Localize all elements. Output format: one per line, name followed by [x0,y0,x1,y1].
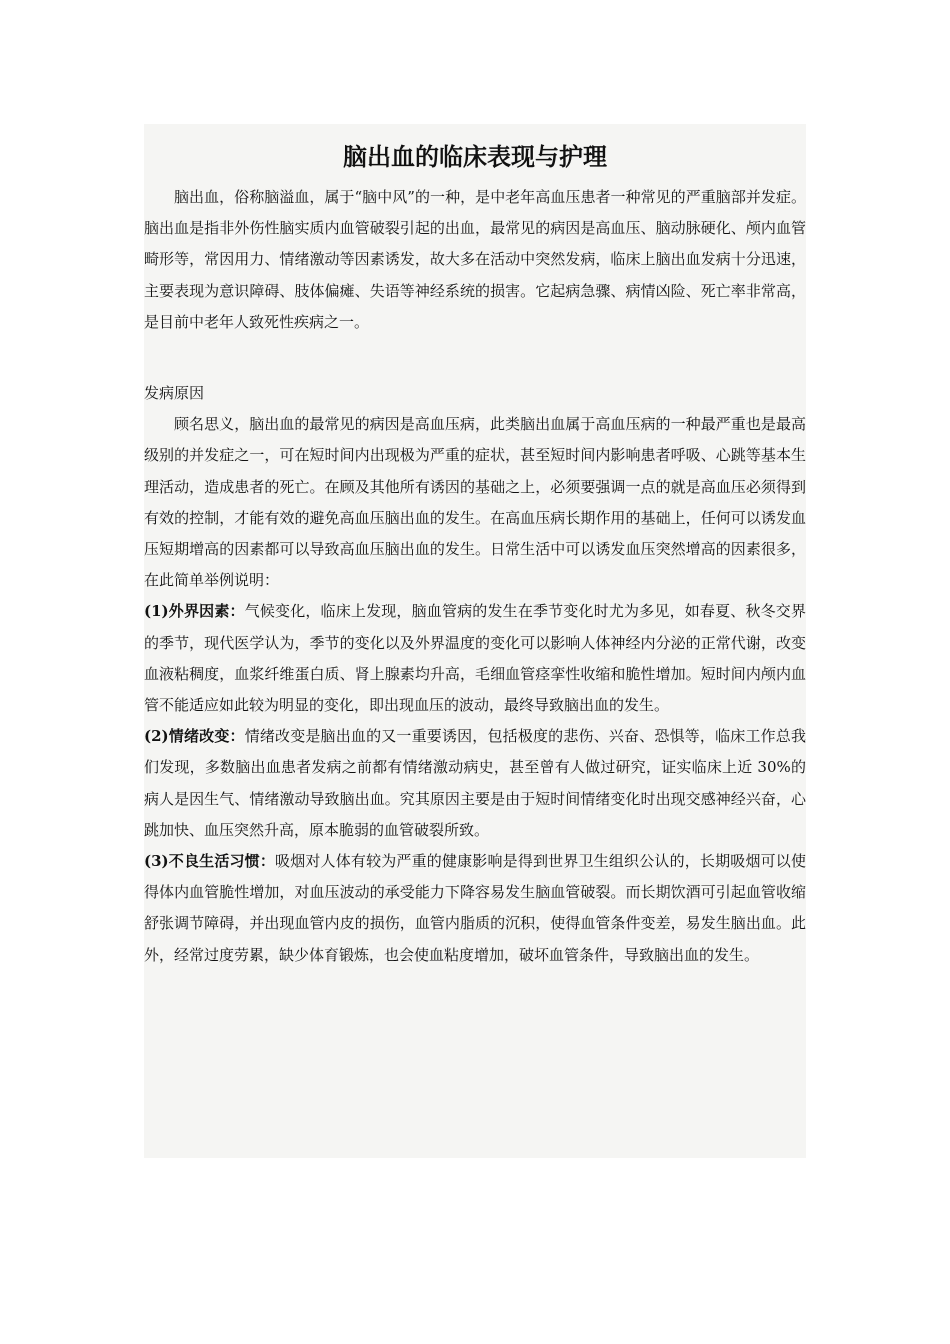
factor-text: 情绪改变是脑出血的又一重要诱因，包括极度的悲伤、兴奋、恐惧等，临床工作总我们发现，多数脑出血患者发病之前都有情绪激动病史，甚至曾有人做过研究，证实临床上近 30%的病人是因生气、情绪激动导致脑出血。究其原因主要是由于短时间情绪变化时出现交感神经兴奋，心跳加快、血压突然升高，原本脆弱的血管破裂所致。 [144,727,806,839]
factor-external [144,596,806,721]
document-content [144,124,806,971]
factor-text: 吸烟对人体有较为严重的健康影响是得到世界卫生组织公认的，长期吸烟可以使得体内血管脆性增加，对血压波动的承受能力下降容易发生脑血管破裂。而长期饮酒可引起血管收缩舒张调节障碍，并出现血管内皮的损伤，血管内脂质的沉积，使得血管条件变差，易发生脑出血。此外，经常过度劳累，缺少体育锻炼，也会使血粘度增加，破坏血管条件，导致脑出血的发生。 [144,852,806,964]
factor-emotion [144,721,806,846]
intro-paragraph: 脑出血，俗称脑溢血，属于“脑中风”的一种，是中老年高血压患者一种常见的严重脑部并发症。脑出血是指非外伤性脑实质内血管破裂引起的出血，最常见的病因是高血压、脑动脉硬化、颅内血管畸形等，常因用力、情绪激动等因素诱发，故大多在活动中突然发病，临床上脑出血发病十分迅速，主要表现为意识障碍、肢体偏瘫、失语等神经系统的损害。它起病急骤、病情凶险、死亡率非常高，是目前中老年人致死性疾病之一。 [144,188,806,331]
factor-label: (3)不良生活习惯： [144,852,276,871]
paragraph-spacer [144,338,806,378]
page-title: 脑出血的临床表现与护理 [343,143,607,171]
factor-text: 气候变化，临床上发现，脑血管病的发生在季节变化时尤为多见，如春夏、秋冬交界的季节，现代医学认为，季节的变化以及外界温度的变化可以影响人体神经内分泌的正常代谢，改变血液粘稠度，血浆纤维蛋白质、肾上腺素均升高，毛细血管痉挛性收缩和脆性增加。短时间内颅内血管不能适应如此较为明显的变化，即出现血压的波动，最终导致脑出血的发生。 [144,602,806,715]
cause-paragraph: 顾名思义，脑出血的最常见的病因是高血压病，此类脑出血属于高血压病的一种最严重也是最高级别的并发症之一，可在短时间内出现极为严重的症状，甚至短时间内影响患者呼吸、心跳等基本生理活动，造成患者的死亡。在顾及其他所有诱因的基础之上，必须要强调一点的就是高血压必须得到有效的控制，才能有效的避免高血压脑出血的发生。在高血压病长期作用的基础上，任何可以诱发血压短期增高的因素都可以导致高血压脑出血的发生。日常生活中可以诱发血压突然增高的因素很多，在此简单举例说明： [144,415,806,590]
factor-label: (2)情绪改变： [144,727,245,746]
section-heading: 发病原因 [144,384,205,403]
factor-lifestyle [144,846,806,971]
factor-label: (1)外界因素： [144,602,245,621]
